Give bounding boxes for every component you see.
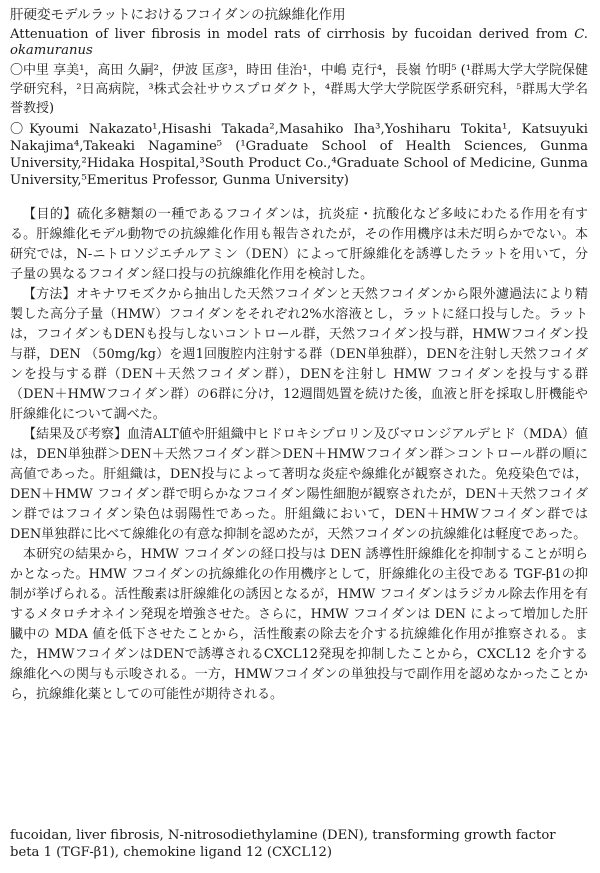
title-japanese: 肝硬変モデルラットにおけるフコイダンの抗線維化作用 (10, 7, 346, 23)
abstract-methods: 【方法】オキナワモズクから抽出した天然フコイダンと天然フコイダンから限外濾過法により精製した高分子量（HMW）フコイダンをそれぞれ2%水溶液とし，ラットに経口投与した。ラットは，フコイダンもDENも投与しないコントロール群，天然フコイダン投与群，HMWフコイダン投与群，DEN （50mg/kg）を週1回腹腔内注射する群（DEN単独群），DENを注射し天然フコイダンを投与する群（DEN＋天然フコイダン群），DENを注射し HMW フコイダンを投与する群（DEN＋HMWフコイダン群）の6群に分け，12週間処置を続けた後，血液と肝を採取し肝機能や肝線維化について調べた。 (10, 287, 588, 422)
title-english (10, 27, 588, 59)
species-name: C. okamuranus (10, 27, 588, 58)
keywords: fucoidan, liver fibrosis, N-nitrosodiethylamine (DEN), transforming growth factor beta 1 (TGF-β1), chemokine ligand 12 (CXCL12) (10, 828, 556, 860)
abstract-results: 【結果及び考察】血清ALT値や肝組織中ヒドロキシプロリン及びマロンジアルデヒド（MDA）値は，DEN単独群＞DEN＋天然フコイダン群＞DEN＋HMWフコイダン群＞コントロール群の順に高値であった。肝組織は，DEN投与によって著明な炎症や線維化が観察された。免疫染色では，DEN＋HMW フコイダン群で明らかなフコイダン陽性細胞が観察されたが，DEN＋天然フコイダン群ではフコイダン染色は弱陽性であった。肝組織において，DEN＋HMWフコイダン群ではDEN単独群に比べて線維化の有意な抑制を認めたが，天然フコイダンの抗線維化は軽度であった。 (10, 427, 588, 542)
abstract-body (10, 205, 588, 705)
authors-english: 〇Kyoumi Nakazato¹,Hisashi Takada²,Masahiko Iha³,Yoshiharu Tokita¹, Katsuyuki Nakajima⁴,Takeaki Nagamine⁵ (¹Graduate School of Health Sciences, Gunma University,²Hidaka Hospital,³South Product Co.,⁴Graduate School of Medicine, Gunma University,⁵Emeritus Professor, Gunma University) (10, 122, 588, 188)
authors-japanese: 〇中里 享美¹，高田 久嗣²，伊波 匡彦³，時田 佳治¹，中嶋 克行⁴，長嶺 竹明⁵ (¹群馬大学大学院保健学研究科，²日高病院，³株式会社サウスプロダクト，⁴群馬大学大学院医学系研究科，⁵群馬大学名誉教授) (10, 63, 588, 116)
abstract-conclusion: 本研究の結果から，HMW フコイダンの経口投与は DEN 誘導性肝線維化を抑制することが明らかとなった。HMW フコイダンの抗線維化の作用機序として，肝線維化の主役である TGF-β1の抑制が挙げられる。活性酸素は肝線維化の誘因となるが，HMW フコイダンはラジカル除去作用を有するメタロチオネイン発現を増強させた。さらに，HMW フコイダンは DEN によって増加した肝臓中の MDA 値を低下させたことから，活性酸素の除去を介する抗線維化作用が推察される。また，HMWフコイダンはDENで誘導されるCXCL12発現を抑制したことから，CXCL12 を介する線維化への関与も示唆される。一方，HMWフコイダンの単独投与で副作用を認めなかったことから，抗線維化薬としての可能性が期待される。 (10, 547, 588, 702)
abstract-purpose: 【目的】硫化多糖類の一種であるフコイダンは，抗炎症・抗酸化など多岐にわたる作用を有する。肝線維化モデル動物での抗線維化作用も報告されたが，その作用機序は未だ明らかでない。本研究では，N-ニトロソジエチルアミン（DEN）によって肝線維化を誘導したラットを用いて，分子量の異なるフコイダン経口投与の抗線維化作用を検討した。 (10, 207, 588, 282)
title-english-main: Attenuation of liver fibrosis in model rats of cirrhosis by fucoidan derived from (10, 27, 575, 42)
